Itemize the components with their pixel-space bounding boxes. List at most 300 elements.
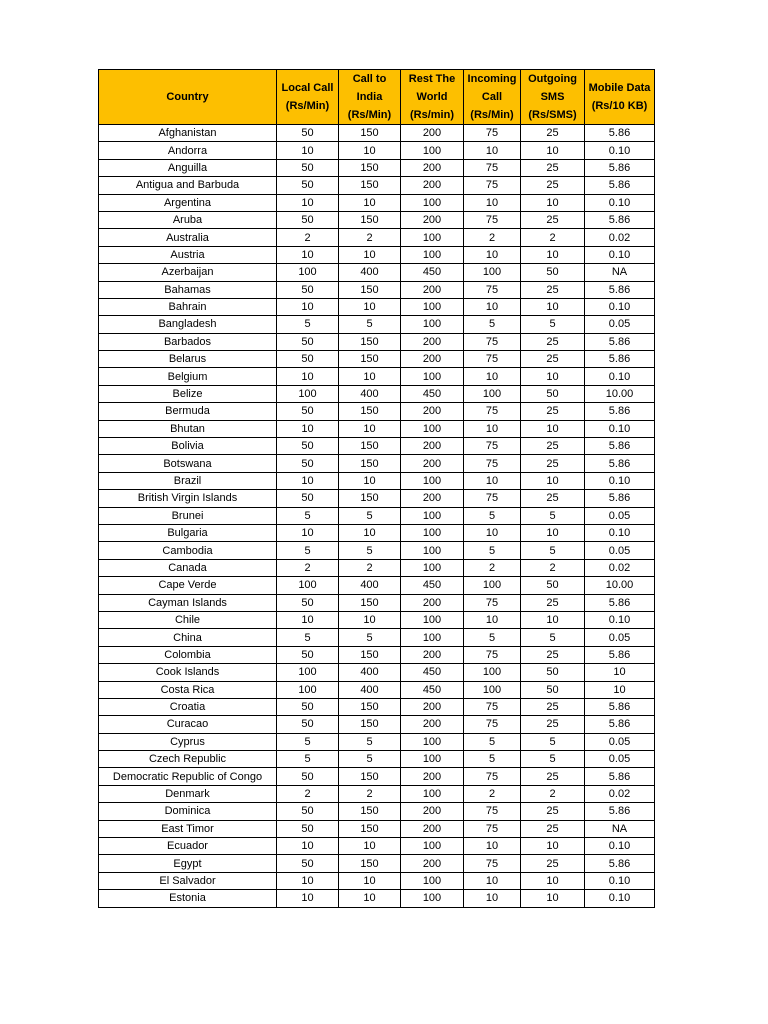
- country-cell: Afghanistan: [99, 125, 277, 142]
- call-to-india-cell: 5: [339, 751, 401, 768]
- table-row: [99, 646, 655, 663]
- country-cell: Brazil: [99, 472, 277, 489]
- rest-world-cell: 100: [401, 142, 464, 159]
- incoming-call-cell: 75: [464, 159, 521, 176]
- outgoing-sms-cell: 10: [521, 246, 585, 263]
- rest-world-cell: 200: [401, 211, 464, 228]
- incoming-call-cell: 2: [464, 785, 521, 802]
- country-cell: Egypt: [99, 855, 277, 872]
- country-cell: Belize: [99, 385, 277, 402]
- table-row: [99, 420, 655, 437]
- outgoing-sms-cell: 25: [521, 698, 585, 715]
- table-row: [99, 177, 655, 194]
- mobile-data-cell: 0.02: [585, 785, 655, 802]
- incoming-call-cell: 5: [464, 629, 521, 646]
- country-cell: Andorra: [99, 142, 277, 159]
- outgoing-sms-cell: 2: [521, 559, 585, 576]
- outgoing-sms-cell: 25: [521, 125, 585, 142]
- incoming-call-cell: 75: [464, 803, 521, 820]
- rest-world-cell: 100: [401, 368, 464, 385]
- outgoing-sms-cell: 25: [521, 351, 585, 368]
- mobile-data-cell: 10.00: [585, 385, 655, 402]
- mobile-data-cell: 0.05: [585, 316, 655, 333]
- table-row: [99, 855, 655, 872]
- table-row: [99, 142, 655, 159]
- local-call-cell: 50: [277, 438, 339, 455]
- rest-world-cell: 200: [401, 698, 464, 715]
- outgoing-sms-cell: 25: [521, 820, 585, 837]
- local-call-cell: 100: [277, 681, 339, 698]
- rest-world-cell: 450: [401, 664, 464, 681]
- local-call-cell: 10: [277, 246, 339, 263]
- table-row: [99, 838, 655, 855]
- header-mobile-data: Mobile Data (Rs/10 KB): [585, 70, 655, 125]
- outgoing-sms-cell: 50: [521, 577, 585, 594]
- outgoing-sms-cell: 5: [521, 751, 585, 768]
- table-row: [99, 472, 655, 489]
- incoming-call-cell: 75: [464, 177, 521, 194]
- outgoing-sms-cell: 10: [521, 194, 585, 211]
- local-call-cell: 100: [277, 264, 339, 281]
- incoming-call-cell: 75: [464, 594, 521, 611]
- call-to-india-cell: 150: [339, 403, 401, 420]
- rest-world-cell: 200: [401, 768, 464, 785]
- call-to-india-cell: 400: [339, 664, 401, 681]
- mobile-data-cell: 0.05: [585, 751, 655, 768]
- mobile-data-cell: 5.86: [585, 646, 655, 663]
- outgoing-sms-cell: 10: [521, 420, 585, 437]
- table-row: [99, 507, 655, 524]
- mobile-data-cell: 0.02: [585, 229, 655, 246]
- mobile-data-cell: 0.10: [585, 368, 655, 385]
- incoming-call-cell: 75: [464, 716, 521, 733]
- rest-world-cell: 100: [401, 542, 464, 559]
- rest-world-cell: 200: [401, 125, 464, 142]
- country-cell: Barbados: [99, 333, 277, 350]
- rest-world-cell: 100: [401, 316, 464, 333]
- call-to-india-cell: 10: [339, 472, 401, 489]
- table-row: [99, 403, 655, 420]
- outgoing-sms-cell: 10: [521, 472, 585, 489]
- table-row: [99, 524, 655, 541]
- table-row: [99, 159, 655, 176]
- mobile-data-cell: 5.86: [585, 159, 655, 176]
- rest-world-cell: 100: [401, 559, 464, 576]
- table-header: [99, 70, 655, 125]
- incoming-call-cell: 75: [464, 438, 521, 455]
- incoming-call-cell: 100: [464, 664, 521, 681]
- mobile-data-cell: 0.10: [585, 298, 655, 315]
- call-to-india-cell: 150: [339, 768, 401, 785]
- local-call-cell: 5: [277, 751, 339, 768]
- header-row: [99, 70, 655, 125]
- table-row: [99, 246, 655, 263]
- country-cell: Brunei: [99, 507, 277, 524]
- outgoing-sms-cell: 25: [521, 855, 585, 872]
- incoming-call-cell: 75: [464, 768, 521, 785]
- incoming-call-cell: 75: [464, 855, 521, 872]
- header-rest-the-world: Rest The World (Rs/min): [401, 70, 464, 125]
- call-to-india-cell: 400: [339, 577, 401, 594]
- table-row: [99, 438, 655, 455]
- table-row: [99, 281, 655, 298]
- mobile-data-cell: 0.10: [585, 142, 655, 159]
- local-call-cell: 100: [277, 385, 339, 402]
- call-to-india-cell: 10: [339, 194, 401, 211]
- rest-world-cell: 100: [401, 838, 464, 855]
- call-to-india-cell: 150: [339, 646, 401, 663]
- table-row: [99, 316, 655, 333]
- table-row: [99, 542, 655, 559]
- country-cell: Denmark: [99, 785, 277, 802]
- incoming-call-cell: 75: [464, 698, 521, 715]
- outgoing-sms-cell: 10: [521, 890, 585, 907]
- incoming-call-cell: 75: [464, 125, 521, 142]
- local-call-cell: 50: [277, 177, 339, 194]
- incoming-call-cell: 100: [464, 577, 521, 594]
- local-call-cell: 50: [277, 716, 339, 733]
- local-call-cell: 10: [277, 838, 339, 855]
- call-to-india-cell: 10: [339, 890, 401, 907]
- table-row: [99, 490, 655, 507]
- local-call-cell: 50: [277, 698, 339, 715]
- rest-world-cell: 200: [401, 403, 464, 420]
- call-to-india-cell: 150: [339, 333, 401, 350]
- outgoing-sms-cell: 5: [521, 542, 585, 559]
- local-call-cell: 10: [277, 298, 339, 315]
- mobile-data-cell: 0.05: [585, 629, 655, 646]
- call-to-india-cell: 5: [339, 629, 401, 646]
- table-row: [99, 298, 655, 315]
- mobile-data-cell: 0.10: [585, 420, 655, 437]
- local-call-cell: 50: [277, 803, 339, 820]
- local-call-cell: 50: [277, 125, 339, 142]
- call-to-india-cell: 150: [339, 159, 401, 176]
- local-call-cell: 2: [277, 559, 339, 576]
- country-cell: Dominica: [99, 803, 277, 820]
- local-call-cell: 5: [277, 629, 339, 646]
- local-call-cell: 5: [277, 542, 339, 559]
- outgoing-sms-cell: 50: [521, 264, 585, 281]
- mobile-data-cell: 5.86: [585, 455, 655, 472]
- outgoing-sms-cell: 25: [521, 177, 585, 194]
- rest-world-cell: 450: [401, 681, 464, 698]
- call-to-india-cell: 150: [339, 594, 401, 611]
- rest-world-cell: 100: [401, 507, 464, 524]
- call-to-india-cell: 5: [339, 542, 401, 559]
- incoming-call-cell: 75: [464, 351, 521, 368]
- rest-world-cell: 450: [401, 264, 464, 281]
- incoming-call-cell: 10: [464, 194, 521, 211]
- outgoing-sms-cell: 25: [521, 281, 585, 298]
- incoming-call-cell: 10: [464, 872, 521, 889]
- incoming-call-cell: 10: [464, 142, 521, 159]
- mobile-data-cell: 0.10: [585, 194, 655, 211]
- local-call-cell: 10: [277, 368, 339, 385]
- table-row: [99, 333, 655, 350]
- mobile-data-cell: 10: [585, 664, 655, 681]
- mobile-data-cell: 5.86: [585, 333, 655, 350]
- table-row: [99, 385, 655, 402]
- mobile-data-cell: 5.86: [585, 490, 655, 507]
- mobile-data-cell: 5.86: [585, 177, 655, 194]
- table-row: [99, 455, 655, 472]
- outgoing-sms-cell: 25: [521, 490, 585, 507]
- rest-world-cell: 200: [401, 820, 464, 837]
- mobile-data-cell: 0.10: [585, 838, 655, 855]
- mobile-data-cell: 5.86: [585, 855, 655, 872]
- country-cell: Bhutan: [99, 420, 277, 437]
- outgoing-sms-cell: 5: [521, 316, 585, 333]
- local-call-cell: 50: [277, 646, 339, 663]
- local-call-cell: 5: [277, 733, 339, 750]
- call-to-india-cell: 10: [339, 368, 401, 385]
- header-local-call: Local Call (Rs/Min): [277, 70, 339, 125]
- call-to-india-cell: 150: [339, 490, 401, 507]
- country-cell: Azerbaijan: [99, 264, 277, 281]
- rest-world-cell: 100: [401, 733, 464, 750]
- outgoing-sms-cell: 25: [521, 803, 585, 820]
- country-cell: Belgium: [99, 368, 277, 385]
- country-cell: Croatia: [99, 698, 277, 715]
- outgoing-sms-cell: 25: [521, 646, 585, 663]
- table-row: [99, 229, 655, 246]
- country-cell: Australia: [99, 229, 277, 246]
- country-cell: Ecuador: [99, 838, 277, 855]
- call-to-india-cell: 150: [339, 716, 401, 733]
- mobile-data-cell: 0.10: [585, 611, 655, 628]
- local-call-cell: 10: [277, 611, 339, 628]
- incoming-call-cell: 10: [464, 472, 521, 489]
- local-call-cell: 50: [277, 281, 339, 298]
- country-cell: Chile: [99, 611, 277, 628]
- outgoing-sms-cell: 25: [521, 594, 585, 611]
- local-call-cell: 50: [277, 333, 339, 350]
- call-to-india-cell: 2: [339, 229, 401, 246]
- rest-world-cell: 100: [401, 872, 464, 889]
- country-cell: British Virgin Islands: [99, 490, 277, 507]
- table-row: [99, 872, 655, 889]
- country-cell: Bahamas: [99, 281, 277, 298]
- call-to-india-cell: 150: [339, 177, 401, 194]
- rest-world-cell: 200: [401, 333, 464, 350]
- outgoing-sms-cell: 2: [521, 785, 585, 802]
- incoming-call-cell: 10: [464, 524, 521, 541]
- outgoing-sms-cell: 10: [521, 524, 585, 541]
- mobile-data-cell: 5.86: [585, 594, 655, 611]
- rest-world-cell: 200: [401, 159, 464, 176]
- incoming-call-cell: 75: [464, 211, 521, 228]
- call-to-india-cell: 150: [339, 211, 401, 228]
- mobile-data-cell: 5.86: [585, 211, 655, 228]
- rest-world-cell: 100: [401, 420, 464, 437]
- call-to-india-cell: 10: [339, 142, 401, 159]
- mobile-data-cell: 10: [585, 681, 655, 698]
- country-cell: China: [99, 629, 277, 646]
- mobile-data-cell: 0.10: [585, 524, 655, 541]
- incoming-call-cell: 75: [464, 281, 521, 298]
- local-call-cell: 100: [277, 577, 339, 594]
- outgoing-sms-cell: 25: [521, 455, 585, 472]
- rest-world-cell: 200: [401, 177, 464, 194]
- country-cell: Argentina: [99, 194, 277, 211]
- incoming-call-cell: 5: [464, 507, 521, 524]
- rest-world-cell: 100: [401, 611, 464, 628]
- outgoing-sms-cell: 25: [521, 211, 585, 228]
- local-call-cell: 50: [277, 594, 339, 611]
- rest-world-cell: 100: [401, 785, 464, 802]
- country-cell: Cook Islands: [99, 664, 277, 681]
- incoming-call-cell: 100: [464, 681, 521, 698]
- call-to-india-cell: 150: [339, 455, 401, 472]
- mobile-data-cell: 5.86: [585, 281, 655, 298]
- call-to-india-cell: 5: [339, 316, 401, 333]
- local-call-cell: 2: [277, 785, 339, 802]
- outgoing-sms-cell: 50: [521, 681, 585, 698]
- call-to-india-cell: 150: [339, 855, 401, 872]
- incoming-call-cell: 2: [464, 229, 521, 246]
- country-cell: Aruba: [99, 211, 277, 228]
- call-to-india-cell: 10: [339, 246, 401, 263]
- rest-world-cell: 200: [401, 646, 464, 663]
- outgoing-sms-cell: 25: [521, 333, 585, 350]
- call-to-india-cell: 10: [339, 611, 401, 628]
- table-row: [99, 751, 655, 768]
- table-row: [99, 820, 655, 837]
- table-row: [99, 368, 655, 385]
- mobile-data-cell: 5.86: [585, 768, 655, 785]
- rest-world-cell: 100: [401, 298, 464, 315]
- mobile-data-cell: 5.86: [585, 403, 655, 420]
- country-cell: Anguilla: [99, 159, 277, 176]
- local-call-cell: 10: [277, 472, 339, 489]
- outgoing-sms-cell: 25: [521, 716, 585, 733]
- country-cell: East Timor: [99, 820, 277, 837]
- mobile-data-cell: 5.86: [585, 716, 655, 733]
- rest-world-cell: 200: [401, 803, 464, 820]
- rest-world-cell: 200: [401, 716, 464, 733]
- table-row: [99, 611, 655, 628]
- table-row: [99, 577, 655, 594]
- incoming-call-cell: 100: [464, 264, 521, 281]
- call-to-india-cell: 2: [339, 559, 401, 576]
- outgoing-sms-cell: 2: [521, 229, 585, 246]
- local-call-cell: 5: [277, 316, 339, 333]
- local-call-cell: 50: [277, 455, 339, 472]
- outgoing-sms-cell: 5: [521, 507, 585, 524]
- incoming-call-cell: 5: [464, 542, 521, 559]
- call-to-india-cell: 10: [339, 420, 401, 437]
- mobile-data-cell: 0.02: [585, 559, 655, 576]
- local-call-cell: 50: [277, 820, 339, 837]
- country-cell: Bangladesh: [99, 316, 277, 333]
- outgoing-sms-cell: 25: [521, 159, 585, 176]
- country-cell: Costa Rica: [99, 681, 277, 698]
- rest-world-cell: 200: [401, 281, 464, 298]
- country-cell: Canada: [99, 559, 277, 576]
- outgoing-sms-cell: 10: [521, 368, 585, 385]
- outgoing-sms-cell: 10: [521, 142, 585, 159]
- rest-world-cell: 450: [401, 385, 464, 402]
- rest-world-cell: 200: [401, 455, 464, 472]
- rest-world-cell: 200: [401, 351, 464, 368]
- incoming-call-cell: 10: [464, 611, 521, 628]
- outgoing-sms-cell: 10: [521, 872, 585, 889]
- mobile-data-cell: 5.86: [585, 351, 655, 368]
- incoming-call-cell: 5: [464, 316, 521, 333]
- table-row: [99, 768, 655, 785]
- rest-world-cell: 200: [401, 855, 464, 872]
- country-cell: Austria: [99, 246, 277, 263]
- country-cell: Curacao: [99, 716, 277, 733]
- rest-world-cell: 100: [401, 890, 464, 907]
- incoming-call-cell: 10: [464, 890, 521, 907]
- table-row: [99, 594, 655, 611]
- local-call-cell: 5: [277, 507, 339, 524]
- mobile-data-cell: 5.86: [585, 125, 655, 142]
- local-call-cell: 50: [277, 855, 339, 872]
- local-call-cell: 10: [277, 872, 339, 889]
- incoming-call-cell: 10: [464, 368, 521, 385]
- country-cell: Cape Verde: [99, 577, 277, 594]
- table-body: [99, 125, 655, 908]
- mobile-data-cell: 0.10: [585, 890, 655, 907]
- table-row: [99, 716, 655, 733]
- incoming-call-cell: 75: [464, 403, 521, 420]
- outgoing-sms-cell: 10: [521, 298, 585, 315]
- mobile-data-cell: 5.86: [585, 803, 655, 820]
- incoming-call-cell: 75: [464, 490, 521, 507]
- table-row: [99, 785, 655, 802]
- country-cell: Cyprus: [99, 733, 277, 750]
- call-to-india-cell: 5: [339, 733, 401, 750]
- table-row: [99, 681, 655, 698]
- incoming-call-cell: 10: [464, 420, 521, 437]
- table-row: [99, 264, 655, 281]
- local-call-cell: 10: [277, 194, 339, 211]
- call-to-india-cell: 5: [339, 507, 401, 524]
- local-call-cell: 10: [277, 142, 339, 159]
- rest-world-cell: 200: [401, 490, 464, 507]
- local-call-cell: 50: [277, 768, 339, 785]
- call-to-india-cell: 10: [339, 838, 401, 855]
- local-call-cell: 50: [277, 490, 339, 507]
- incoming-call-cell: 2: [464, 559, 521, 576]
- incoming-call-cell: 5: [464, 733, 521, 750]
- country-cell: Botswana: [99, 455, 277, 472]
- call-to-india-cell: 150: [339, 820, 401, 837]
- incoming-call-cell: 75: [464, 646, 521, 663]
- incoming-call-cell: 5: [464, 751, 521, 768]
- country-cell: Bolivia: [99, 438, 277, 455]
- incoming-call-cell: 75: [464, 820, 521, 837]
- country-cell: Estonia: [99, 890, 277, 907]
- call-to-india-cell: 400: [339, 264, 401, 281]
- outgoing-sms-cell: 25: [521, 438, 585, 455]
- outgoing-sms-cell: 50: [521, 664, 585, 681]
- incoming-call-cell: 10: [464, 298, 521, 315]
- mobile-data-cell: 0.05: [585, 542, 655, 559]
- country-cell: Antigua and Barbuda: [99, 177, 277, 194]
- incoming-call-cell: 75: [464, 333, 521, 350]
- mobile-data-cell: 10.00: [585, 577, 655, 594]
- country-cell: Bulgaria: [99, 524, 277, 541]
- table-row: [99, 125, 655, 142]
- mobile-data-cell: 0.05: [585, 507, 655, 524]
- header-call-to-india: Call to India (Rs/Min): [339, 70, 401, 125]
- table-row: [99, 351, 655, 368]
- header-outgoing-sms: Outgoing SMS (Rs/SMS): [521, 70, 585, 125]
